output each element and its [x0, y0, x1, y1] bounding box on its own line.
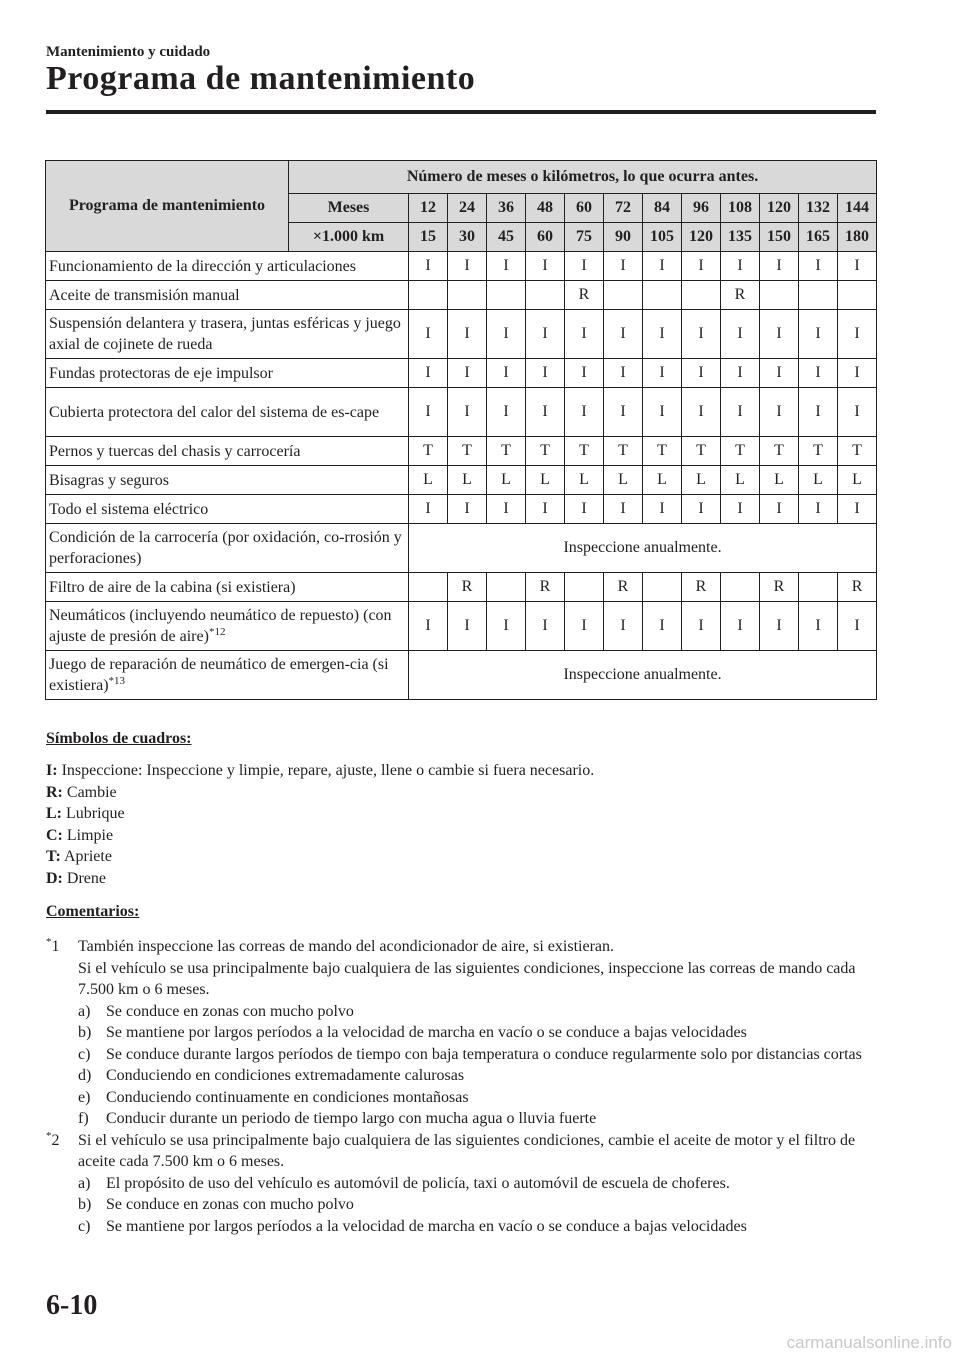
schedule-cell: I: [760, 310, 799, 359]
km-header-cell: 180: [838, 223, 877, 252]
schedule-cell: [721, 573, 760, 602]
table-row: [46, 437, 877, 466]
schedule-cell: I: [487, 252, 526, 281]
table-corner-header: Programa de mantenimiento: [46, 161, 289, 252]
comment-note: [46, 936, 876, 1130]
legend-text: Drene: [66, 869, 106, 887]
row-item-text: Neumáticos (incluyendo neumático de repuesto) (con ajuste de presión de aire): [49, 607, 392, 645]
subitem-text: El propósito de uso del vehículo es automóvil de policía, taxi o automóvil de escuela de choferes.: [106, 1174, 730, 1192]
schedule-cell: I: [526, 495, 565, 524]
month-header-cell: 108: [721, 194, 760, 223]
schedule-cell: R: [682, 573, 721, 602]
legend-key: D:: [46, 869, 63, 887]
month-header-cell: 72: [604, 194, 643, 223]
month-header-cell: 144: [838, 194, 877, 223]
section-label: Mantenimiento y cuidado: [46, 44, 211, 60]
schedule-cell: I: [604, 252, 643, 281]
table-row: [46, 388, 877, 437]
subitem-letter: d): [78, 1067, 92, 1084]
table-row: [46, 252, 877, 281]
legend-text: Lubrique: [66, 805, 125, 822]
schedule-cell: I: [838, 388, 877, 437]
schedule-cell: T: [604, 437, 643, 466]
legend-key: L:: [46, 805, 62, 822]
legend-text: Limpie: [66, 826, 114, 844]
note-subitem: [78, 1087, 876, 1109]
month-header-cell: 96: [682, 194, 721, 223]
subitem-letter: a): [78, 1002, 91, 1020]
month-header-cell: 132: [799, 194, 838, 223]
schedule-cell: I: [643, 310, 682, 359]
legend-key: T:: [46, 848, 61, 865]
km-header-cell: 90: [604, 223, 643, 252]
schedule-cell: I: [760, 602, 799, 651]
schedule-cell: I: [604, 359, 643, 388]
schedule-cell: R: [760, 573, 799, 602]
row-item-text: Bisagras y seguros: [49, 471, 169, 489]
row-item-text: Condición de la carrocería (por oxidación, co-rrosión y perforaciones): [49, 529, 402, 567]
schedule-cell: I: [526, 252, 565, 281]
schedule-cell: [487, 573, 526, 602]
legend-text: Inspeccione: Inspeccione y limpie, repare, ajuste, llene o cambie si fuera necesario.: [61, 762, 595, 779]
schedule-cell: T: [643, 437, 682, 466]
comment-note: [46, 1130, 876, 1238]
subitem-text: Se conduce en zonas con mucho polvo: [106, 1196, 354, 1213]
months-label: Meses: [289, 194, 409, 223]
schedule-cell: I: [448, 252, 487, 281]
schedule-cell: L: [409, 466, 448, 495]
schedule-cell: R: [838, 573, 877, 602]
table-row: [46, 310, 877, 359]
km-label: ×1.000 km: [289, 223, 409, 252]
schedule-cell: L: [487, 466, 526, 495]
schedule-cell: I: [760, 388, 799, 437]
schedule-cell: R: [721, 281, 760, 310]
subitem-text: Se mantiene por largos períodos a la velocidad de marcha en vacío o se conduce a bajas velocidades: [106, 1024, 747, 1041]
schedule-cell: L: [838, 466, 877, 495]
note-subitem: [78, 1022, 876, 1044]
row-item-cell: [46, 524, 409, 573]
schedule-cell: I: [643, 602, 682, 651]
schedule-cell: T: [487, 437, 526, 466]
watermark: carmanualsonline.info: [786, 1333, 952, 1352]
note-marker: [46, 936, 60, 958]
schedule-cell: I: [643, 388, 682, 437]
schedule-cell: T: [526, 437, 565, 466]
month-header-cell: 48: [526, 194, 565, 223]
row-item-cell: [46, 252, 409, 281]
note-number: 2: [51, 1131, 60, 1149]
row-item-cell: [46, 281, 409, 310]
km-header-cell: 150: [760, 223, 799, 252]
schedule-cell: I: [838, 602, 877, 651]
row-item-text: Pernos y tuercas del chasis y carrocería: [49, 442, 301, 460]
schedule-cell: I: [721, 388, 760, 437]
note-text: También inspeccione las correas de mando del acondicionador de aire, si existieran.: [78, 938, 614, 955]
schedule-cell: I: [409, 388, 448, 437]
subitem-letter: b): [78, 1196, 92, 1213]
note-text: Si el vehículo se usa principalmente bajo cualquiera de las siguientes condiciones, inspeccione las correas de mando cada 7.500 km o 6 meses.: [78, 959, 856, 998]
note-asterisk: *: [46, 1129, 52, 1142]
table-row: [46, 602, 877, 651]
schedule-cell: I: [487, 388, 526, 437]
legend-key: C:: [46, 826, 63, 844]
month-header-cell: 36: [487, 194, 526, 223]
schedule-cell: I: [682, 388, 721, 437]
schedule-cell: I: [760, 252, 799, 281]
schedule-cell: L: [682, 466, 721, 495]
schedule-cell: I: [682, 252, 721, 281]
schedule-cell: R: [565, 281, 604, 310]
schedule-cell: T: [799, 437, 838, 466]
schedule-cell: I: [760, 359, 799, 388]
page-title: Programa de mantenimiento: [46, 60, 476, 97]
note-subitem: [78, 1173, 876, 1195]
schedule-cell: I: [448, 388, 487, 437]
schedule-cell: I: [721, 359, 760, 388]
note-marker: [46, 1130, 60, 1152]
row-item-text: Cubierta protectora del calor del sistema de es-cape: [49, 403, 380, 421]
schedule-cell: R: [448, 573, 487, 602]
legend-list: [46, 760, 594, 889]
schedule-cell: L: [565, 466, 604, 495]
schedule-cell: L: [604, 466, 643, 495]
km-header-cell: 165: [799, 223, 838, 252]
schedule-cell: I: [526, 310, 565, 359]
schedule-cell: I: [799, 495, 838, 524]
title-rule: [46, 110, 876, 114]
legend-item: [46, 825, 594, 847]
row-item-text: Todo el sistema eléctrico: [49, 500, 209, 518]
km-header-cell: 75: [565, 223, 604, 252]
maintenance-schedule-table: [45, 160, 877, 700]
schedule-cell: [799, 573, 838, 602]
schedule-cell: [643, 573, 682, 602]
row-item-cell: [46, 602, 409, 651]
table-row: [46, 359, 877, 388]
row-item-cell: [46, 437, 409, 466]
note-asterisk: *: [46, 936, 52, 948]
subitem-text: Conduciendo en condiciones extremadamente calurosas: [106, 1067, 465, 1084]
note-subitem: [78, 1001, 876, 1023]
schedule-cell: I: [760, 495, 799, 524]
row-item-cell: [46, 388, 409, 437]
table-row: [46, 281, 877, 310]
schedule-cell: [643, 281, 682, 310]
schedule-cell: I: [448, 602, 487, 651]
km-header-cell: 30: [448, 223, 487, 252]
row-item-text: Funcionamiento de la dirección y articulaciones: [49, 257, 356, 275]
annual-inspection-cell: Inspeccione anualmente.: [409, 651, 877, 700]
subitem-letter: c): [78, 1045, 91, 1063]
legend-key: R:: [46, 783, 63, 801]
schedule-cell: L: [448, 466, 487, 495]
schedule-cell: R: [604, 573, 643, 602]
legend-item: [46, 868, 594, 890]
schedule-cell: I: [838, 495, 877, 524]
legend-text: Apriete: [63, 848, 112, 865]
schedule-cell: [838, 281, 877, 310]
row-item-text: Fundas protectoras de eje impulsor: [49, 364, 273, 382]
legend-title: Símbolos de cuadros:: [46, 730, 192, 747]
schedule-cell: I: [526, 359, 565, 388]
annual-inspection-cell: Inspeccione anualmente.: [409, 524, 877, 573]
subitem-letter: b): [78, 1024, 92, 1041]
km-header-cell: 120: [682, 223, 721, 252]
schedule-cell: T: [838, 437, 877, 466]
note-subitem: [78, 1216, 876, 1238]
schedule-cell: I: [409, 252, 448, 281]
row-item-cell: [46, 651, 409, 700]
schedule-cell: I: [799, 359, 838, 388]
schedule-cell: T: [721, 437, 760, 466]
schedule-cell: T: [565, 437, 604, 466]
page-number: 6-10: [46, 1290, 98, 1321]
legend-key: I:: [46, 762, 58, 779]
schedule-cell: L: [526, 466, 565, 495]
schedule-cell: I: [604, 602, 643, 651]
note-subitem: [78, 1194, 876, 1216]
comments-title: Comentarios:: [46, 903, 140, 920]
schedule-cell: I: [565, 252, 604, 281]
month-header-cell: 60: [565, 194, 604, 223]
schedule-cell: I: [643, 495, 682, 524]
subitem-letter: a): [78, 1174, 91, 1192]
km-header-cell: 15: [409, 223, 448, 252]
note-number: 1: [51, 938, 60, 955]
schedule-cell: I: [643, 359, 682, 388]
schedule-cell: I: [721, 495, 760, 524]
schedule-cell: I: [721, 310, 760, 359]
schedule-cell: I: [526, 388, 565, 437]
interval-header: Número de meses o kilómetros, lo que ocurra antes.: [289, 161, 877, 194]
schedule-cell: [409, 281, 448, 310]
schedule-cell: T: [409, 437, 448, 466]
subitem-text: Se conduce en zonas con mucho polvo: [106, 1002, 354, 1020]
schedule-cell: I: [682, 495, 721, 524]
legend-item: [46, 846, 594, 868]
schedule-cell: I: [565, 359, 604, 388]
schedule-cell: [526, 281, 565, 310]
note-subitem: [78, 1065, 876, 1087]
subitem-letter: e): [78, 1088, 91, 1106]
legend-text: Cambie: [66, 783, 117, 801]
km-header-cell: 105: [643, 223, 682, 252]
schedule-cell: [487, 281, 526, 310]
schedule-cell: I: [448, 310, 487, 359]
schedule-cell: I: [487, 359, 526, 388]
schedule-cell: I: [526, 602, 565, 651]
legend-item: [46, 760, 594, 782]
schedule-cell: I: [799, 310, 838, 359]
km-header-cell: 60: [526, 223, 565, 252]
km-header-cell: 135: [721, 223, 760, 252]
schedule-cell: [565, 573, 604, 602]
month-header-cell: 84: [643, 194, 682, 223]
month-header-cell: 24: [448, 194, 487, 223]
note-subitem: [78, 1044, 876, 1066]
schedule-cell: I: [838, 359, 877, 388]
table-row: [46, 651, 877, 700]
schedule-cell: I: [487, 310, 526, 359]
table-row: [46, 495, 877, 524]
row-item-cell: [46, 573, 409, 602]
schedule-cell: I: [409, 359, 448, 388]
schedule-cell: I: [799, 388, 838, 437]
footnote-marker: *12: [208, 626, 226, 638]
legend-item: [46, 803, 594, 825]
table-row: [46, 573, 877, 602]
schedule-cell: I: [409, 602, 448, 651]
row-item-cell: [46, 359, 409, 388]
schedule-cell: I: [565, 495, 604, 524]
schedule-cell: I: [721, 602, 760, 651]
comments-list: [46, 936, 876, 1237]
row-item-text: Juego de reparación de neumático de emergen-cia (si existiera): [49, 656, 389, 694]
schedule-cell: [760, 281, 799, 310]
schedule-cell: I: [565, 310, 604, 359]
month-header-cell: 12: [409, 194, 448, 223]
schedule-cell: [409, 573, 448, 602]
subitem-text: Conducir durante un periodo de tiempo largo con mucha agua o lluvia fuerte: [106, 1110, 597, 1127]
schedule-cell: T: [448, 437, 487, 466]
schedule-cell: T: [682, 437, 721, 466]
subitem-text: Se conduce durante largos períodos de tiempo con baja temperatura o conduce regularmente solo por distancias cortas: [106, 1045, 862, 1063]
note-subitem: [78, 1108, 876, 1130]
schedule-cell: I: [448, 495, 487, 524]
schedule-cell: I: [487, 495, 526, 524]
row-item-cell: [46, 495, 409, 524]
schedule-cell: I: [643, 252, 682, 281]
schedule-cell: L: [721, 466, 760, 495]
schedule-cell: L: [760, 466, 799, 495]
schedule-cell: I: [838, 252, 877, 281]
schedule-cell: I: [799, 252, 838, 281]
schedule-cell: I: [721, 252, 760, 281]
schedule-cell: L: [799, 466, 838, 495]
schedule-cell: T: [760, 437, 799, 466]
km-header-cell: 45: [487, 223, 526, 252]
schedule-cell: I: [682, 359, 721, 388]
schedule-cell: I: [838, 310, 877, 359]
row-item-text: Suspensión delantera y trasera, juntas esféricas y juego axial de cojinete de rueda: [49, 315, 401, 353]
subitem-text: Conduciendo continuamente en condiciones montañosas: [106, 1088, 469, 1106]
footnote-marker: *13: [108, 675, 126, 687]
schedule-cell: I: [799, 602, 838, 651]
schedule-cell: I: [604, 310, 643, 359]
row-item-cell: [46, 310, 409, 359]
schedule-cell: R: [526, 573, 565, 602]
note-text: Si el vehículo se usa principalmente bajo cualquiera de las siguientes condiciones, cambie el aceite de motor y el filtro de aceite cada 7.500 km o 6 meses.: [78, 1131, 856, 1170]
schedule-cell: I: [604, 495, 643, 524]
schedule-cell: I: [682, 310, 721, 359]
schedule-cell: I: [487, 602, 526, 651]
schedule-cell: I: [682, 602, 721, 651]
schedule-cell: [448, 281, 487, 310]
table-row: [46, 524, 877, 573]
schedule-cell: I: [565, 388, 604, 437]
schedule-cell: L: [643, 466, 682, 495]
schedule-cell: I: [409, 310, 448, 359]
subitem-text: Se mantiene por largos períodos a la velocidad de marcha en vacío o se conduce a bajas velocidades: [106, 1217, 747, 1235]
schedule-cell: I: [565, 602, 604, 651]
schedule-cell: [682, 281, 721, 310]
schedule-cell: I: [604, 388, 643, 437]
subitem-letter: c): [78, 1217, 91, 1235]
month-header-cell: 120: [760, 194, 799, 223]
row-item-text: Aceite de transmisión manual: [49, 286, 240, 304]
row-item-text: Filtro de aire de la cabina (si existiera): [49, 578, 296, 596]
subitem-letter: f): [78, 1110, 89, 1127]
schedule-cell: I: [409, 495, 448, 524]
table-row: [46, 466, 877, 495]
schedule-cell: I: [448, 359, 487, 388]
schedule-cell: [799, 281, 838, 310]
row-item-cell: [46, 466, 409, 495]
legend-item: [46, 782, 594, 804]
schedule-cell: [604, 281, 643, 310]
